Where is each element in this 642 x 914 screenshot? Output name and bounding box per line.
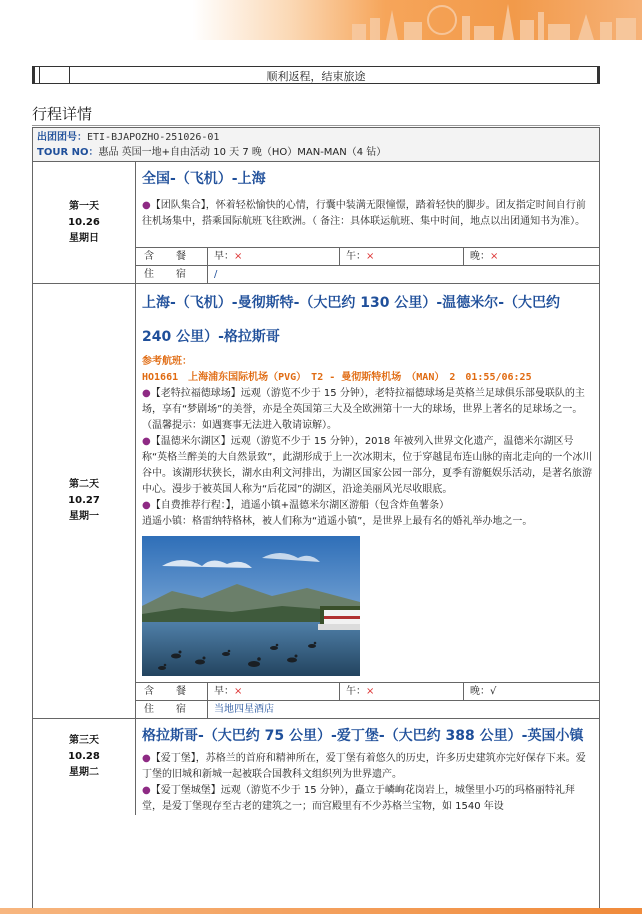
para-head: 【自费推荐行程：】 (150, 500, 231, 511)
flight-label: 参考航班： (142, 356, 192, 367)
header-banner (0, 0, 642, 40)
lunch-cell: 午：× (340, 248, 464, 265)
return-trip-text: 顺利返程，结束旅途 (266, 70, 366, 83)
day-1-date-cell (33, 162, 136, 283)
day-title: 全国-（飞机）-上海 (142, 171, 266, 187)
day-label: 第一天 (69, 200, 99, 212)
day-paragraph (136, 190, 599, 247)
previous-day-row (32, 66, 600, 84)
day-title: 上海-（飞机）-曼彻斯特-（大巴约 130 公里）-温德米尔-（大巴约 240 公里）-格拉斯哥 (142, 295, 561, 345)
meal-label: 含 餐 (136, 248, 208, 265)
day-weekday: 星期日 (69, 232, 99, 244)
day-1 (33, 162, 599, 284)
para-text: ，怀着轻松愉快的心情，行囊中装满无限憧憬，踏着轻快的脚步。团友指定时间自行前往机场集中，搭乘国际航班飞往欧洲。（ 备注：具体联运航班、集中时间，地点以出团通知书为准）。 (142, 200, 586, 227)
bullet-icon: ● (142, 500, 151, 511)
bullet-icon: ● (142, 200, 151, 211)
stay-label: 住 宿 (136, 266, 208, 283)
para-head: 【爱丁堡城堡】 (150, 785, 221, 796)
para-text: 远观（游览不少于 15 分钟），2018 年被列入世界文化遗产，温德米尔湖区号称“英格兰醉美的大自然景致”，此湖形成于上一次冰期末，位于穿越昆布连山脉的南北走向的一个冰川谷中。该湖形状狭长，湖水由利文河排出，为湖区国家公园一部分，夏季有游艇娱乐活动，是著名旅游中心。漫步于被英国人称为“后花园”的湖区，沿途美丽风光尽收眼底。 (142, 436, 593, 495)
city-skyline-decoration (342, 0, 642, 40)
day-date: 10.27 (68, 495, 100, 506)
meal-row (136, 247, 599, 265)
bullet-icon: ● (142, 753, 151, 764)
dinner-cell: 晚：√ (470, 686, 497, 697)
day-weekday: 星期一 (69, 511, 99, 522)
section-divider (32, 125, 600, 126)
day-2-date-cell (33, 284, 136, 718)
para-head: 【温德米尔湖区】 (150, 436, 231, 447)
para-text: ，苏格兰的首府和精神所在，爱丁堡有着悠久的历史，许多历史建筑亦完好保存下来。爱丁堡的旧城和新城一起被联合国教科文组织列为世界遗产。 (142, 753, 586, 780)
breakfast-cell: 早：× (208, 248, 340, 265)
day-title: 格拉斯哥-（大巴约 75 公里）-爱丁堡-（大巴约 388 公里）-英国小镇 (142, 728, 584, 744)
hotel-row (136, 700, 599, 718)
footer-band (0, 908, 642, 914)
day-3-date-cell (33, 719, 136, 815)
hotel-value: / (214, 269, 218, 280)
para-head: 【爱丁堡】 (150, 753, 196, 764)
day-paragraph (136, 386, 599, 434)
hotel-row (136, 265, 599, 283)
windermere-lake-photo (142, 536, 360, 676)
day-3-content (136, 719, 599, 815)
day-paragraph (136, 498, 599, 514)
day-weekday: 星期二 (69, 767, 99, 778)
lunch-cell: 午：× (340, 683, 464, 700)
dinner-cell: 晚：× (470, 251, 499, 262)
group-info (33, 128, 599, 162)
day-2-content (136, 284, 599, 718)
day-2 (33, 284, 599, 719)
day-paragraph (136, 434, 599, 498)
flight-info: HO1661 上海浦东国际机场（PVG） T2 - 曼彻斯特机场 （MAN） 2 01:55/06:25 (142, 372, 532, 383)
bullet-icon: ● (142, 436, 151, 447)
meal-row (136, 682, 599, 700)
tour-name: 惠品 英国一地+自由活动 10 天 7 晚（HO）MAN-MAN（4 钻） (98, 147, 387, 158)
itinerary-table (32, 127, 600, 914)
section-title: 行程详情 (32, 105, 93, 123)
breakfast-cell: 早：× (208, 683, 340, 700)
para-text: ，逍遥小镇+温德米尔湖区游船（包含炸鱼薯条） (230, 500, 450, 511)
para-text: 远观（游览不少于 15 分钟），老特拉福德球场是英格兰足球俱乐部曼联队的主场，享有“梦剧场”的美誉，亦是全英国第三大及全欧洲第十一大的球场，世界上著名的足球场之一。（温馨提示：如遇赛事无法进入敬请谅解）。 (142, 388, 585, 431)
para-head: 【团队集合】 (150, 200, 206, 211)
day-label: 第三天 (69, 735, 99, 746)
day-3 (33, 719, 599, 815)
day-date: 10.28 (68, 751, 100, 762)
para-head: 【老特拉福德球场】 (150, 388, 241, 399)
stay-label: 住 宿 (136, 701, 208, 718)
day-paragraph (136, 751, 599, 783)
day-date: 10.26 (68, 216, 100, 228)
day-paragraph: 逍遥小镇：格雷纳特格林，被人们称为“逍遥小镇”，是世界上最有名的婚礼举办地之一。 (142, 516, 533, 527)
bullet-icon: ● (142, 785, 151, 796)
hotel-value: 当地四星酒店 (214, 704, 274, 715)
para-text: 远观（游览不少于 15 分钟），矗立于嶙峋花岗岩上，城堡里小巧的玛格丽特礼拜堂，是爱丁堡现存至古老的建筑之一；而宫殿里有不少苏格兰宝物，如 1540 年设 (142, 785, 575, 812)
group-code-label: 出团团号： (37, 132, 87, 143)
bullet-icon: ● (142, 388, 151, 399)
tour-no-label: TOUR NO： (37, 147, 99, 158)
day-paragraph (136, 783, 599, 815)
day-label: 第二天 (69, 479, 99, 490)
group-code: ETI-BJAPOZHO-251026-01 (87, 132, 220, 143)
meal-label: 含 餐 (136, 683, 208, 700)
day-1-content (136, 162, 599, 283)
